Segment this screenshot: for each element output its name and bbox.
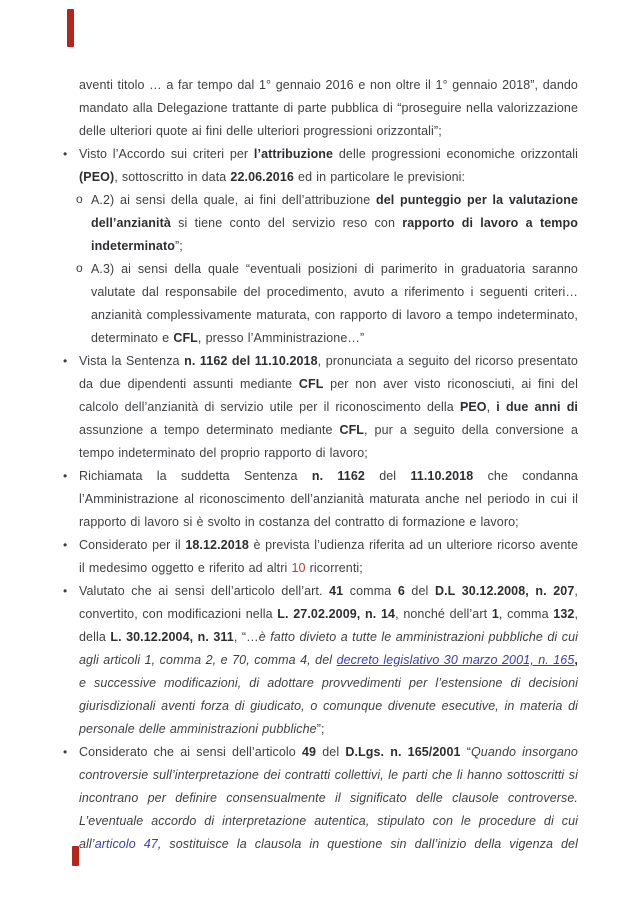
bullet-marker: • xyxy=(63,538,68,552)
text-segment: , convertito, con modificazioni nella xyxy=(79,584,578,621)
link-dlgs-165-2001[interactable]: decreto legislativo 30 marzo 2001, n. 165 xyxy=(336,653,575,667)
text-segment: assunzione a tempo determinato mediante xyxy=(79,423,340,437)
text-segment: delle progressioni economiche orizzontali xyxy=(333,147,578,161)
text-segment: , sostituisce la clausola in questione sin dall’inizio della vigenza del xyxy=(157,837,578,851)
bullet-visto-accordo xyxy=(63,143,578,189)
text-segment: i due anni di xyxy=(496,400,579,414)
text-segment: 22.06.2016 xyxy=(230,170,294,184)
text-segment: , comma xyxy=(498,607,554,621)
bullet-marker: • xyxy=(63,469,68,483)
text-segment: A.2) ai sensi della quale, ai fini dell’attribuzione xyxy=(91,193,376,207)
text-segment: l’attribuzione xyxy=(253,147,334,161)
document-body xyxy=(63,74,579,856)
bullet-considerato-udienza xyxy=(63,534,578,580)
text-segment: , pur a seguito della conversione a tempo indeterminato del proprio rapporto di lavoro; xyxy=(79,423,578,460)
text-segment: 41 xyxy=(329,584,344,598)
text-segment: D.Lgs. n. 165/2001 xyxy=(345,745,461,759)
text-segment: del xyxy=(364,469,411,483)
text-segment: rapporto di lavoro a tempo indeterminato xyxy=(91,216,578,253)
sub-bullet-marker: o xyxy=(76,261,83,275)
text-segment: e successive modificazioni, di adottare provvedimenti per l’estensione di decisioni giurisdizionali aventi forza di giudicato, o comunque divenute esecutive, in materia di personale delle amministrazioni pubbliche xyxy=(79,676,578,736)
text-segment: che condanna l’Amministrazione al riconoscimento dell’anzianità maturata anche nel periodo in cui il rapporto di lavoro si è svolto in costanza del contratto di formazione e lavoro; xyxy=(79,469,578,529)
text-segment: Considerato per il xyxy=(79,538,186,552)
text-segment: Richiamata la suddetta Sentenza xyxy=(79,469,312,483)
text-segment: A.3) ai sensi della quale “eventuali posizioni di parimerito in graduatoria saranno valutate dal responsabile del procedimento, avuto a riferimento i seguenti criteri…anzianità complessivamente maturata, con rapporto di lavoro a tempo indeterminato, determinato e xyxy=(91,262,578,345)
text-segment: Vista la Sentenza xyxy=(79,354,185,368)
text-segment: comma xyxy=(343,584,398,598)
bullet-marker: • xyxy=(63,745,68,759)
text-segment: ”; xyxy=(316,722,325,736)
text-segment: 6 xyxy=(397,584,405,598)
text-segment: , sottoscritto in data xyxy=(114,170,231,184)
text-segment: ed in particolare le previsioni: xyxy=(293,170,466,184)
text-segment: L. 30.12.2004, n. 311 xyxy=(110,630,234,644)
text-segment: 11.10.2018 xyxy=(410,469,474,483)
text-segment: ricorrenti; xyxy=(305,561,363,575)
text-segment: del xyxy=(404,584,435,598)
sub-bullet-a2 xyxy=(76,189,578,258)
text-segment: , xyxy=(486,400,497,414)
text-segment: , “… xyxy=(233,630,259,644)
text-segment: Visto l’Accordo sui criteri per xyxy=(79,147,254,161)
text-segment: per non aver visto riconosciuti, ai fini del calcolo dell’anzianità di servizio utile per il riconoscimento della xyxy=(79,377,578,414)
text-segment: è prevista l’udienza riferita ad un ulteriore ricorso avente il medesimo oggetto e riferito ad altri xyxy=(79,538,578,575)
text-segment: n. 1162 del 11.10.2018 xyxy=(184,354,318,368)
text-segment: , pronunciata a seguito del ricorso presentato da due dipendenti assunti mediante xyxy=(79,354,578,391)
text-segment: Considerato che ai sensi dell’articolo xyxy=(79,745,302,759)
text-segment: Quando insorgano controversie sull’interpretazione dei contratti collettivi, le parti che li hanno sottoscritti si incontrano per definire consensualmente il significato delle clausole controverse. L’eventuale accordo di interpretazione autentica, stipulato con le procedure di cui all’ xyxy=(79,745,578,851)
sub-bullet-a3 xyxy=(76,258,578,350)
text-segment: , nonché dell’art xyxy=(395,607,492,621)
text-segment: del punteggio per la valutazione dell’anzianità xyxy=(91,193,578,230)
bullet-considerato-art49 xyxy=(63,741,578,856)
text-segment: aventi titolo … a far tempo dal 1° gennaio 2016 e non oltre il 1° gennaio 2018”, dando mandato alla Delegazione trattante di parte pubblica di “proseguire nella valorizzazione delle ulteriori quote ai fini delle ulteriori progressioni orizzontali”; xyxy=(79,78,578,138)
text-segment: CFL xyxy=(339,423,365,437)
text-segment: (PEO) xyxy=(79,170,115,184)
text-segment: , presso l’Amministrazione…” xyxy=(197,331,365,345)
red-margin-mark-bottom xyxy=(72,846,79,866)
sub-bullet-marker: o xyxy=(76,192,83,206)
bullet-marker: • xyxy=(63,584,68,598)
text-segment: PEO xyxy=(459,400,487,414)
text-segment: 1 xyxy=(491,607,499,621)
text-segment: ”; xyxy=(174,239,183,253)
text-segment: , della xyxy=(79,607,579,644)
text-segment: 132 xyxy=(553,607,575,621)
bullet-valutato-divieto xyxy=(63,580,579,741)
bullet-marker: • xyxy=(63,147,68,161)
text-segment: D.L 30.12.2008, n. 207 xyxy=(434,584,575,598)
text-segment: L. 27.02.2009, n. 14 xyxy=(277,607,396,621)
text-segment: del xyxy=(316,745,346,759)
text-segment: 10 xyxy=(291,561,306,575)
text-segment: n. 1162 xyxy=(311,469,365,483)
paragraph-continuation xyxy=(79,74,578,143)
text-segment: 49 xyxy=(301,745,317,759)
text-segment: si tiene conto del servizio reso con xyxy=(170,216,403,230)
text-segment: Valutato che ai sensi dell’articolo dell’art. xyxy=(79,584,330,598)
text-segment: , xyxy=(574,653,578,667)
text-segment: CFL xyxy=(298,377,324,391)
red-margin-mark-top xyxy=(67,9,74,47)
text-segment: “ xyxy=(460,745,471,759)
link-articolo-47[interactable]: articolo 47 xyxy=(94,837,158,851)
bullet-richiamata-sentenza xyxy=(63,465,578,534)
text-segment: CFL xyxy=(173,331,198,345)
text-segment: è fatto divieto a tutte le amministrazioni pubbliche di cui agli articoli 1, comma 2, e 70, comma 4, del xyxy=(79,630,579,667)
bullet-vista-sentenza xyxy=(63,350,579,465)
bullet-marker: • xyxy=(63,354,68,368)
text-segment: 18.12.2018 xyxy=(185,538,249,552)
